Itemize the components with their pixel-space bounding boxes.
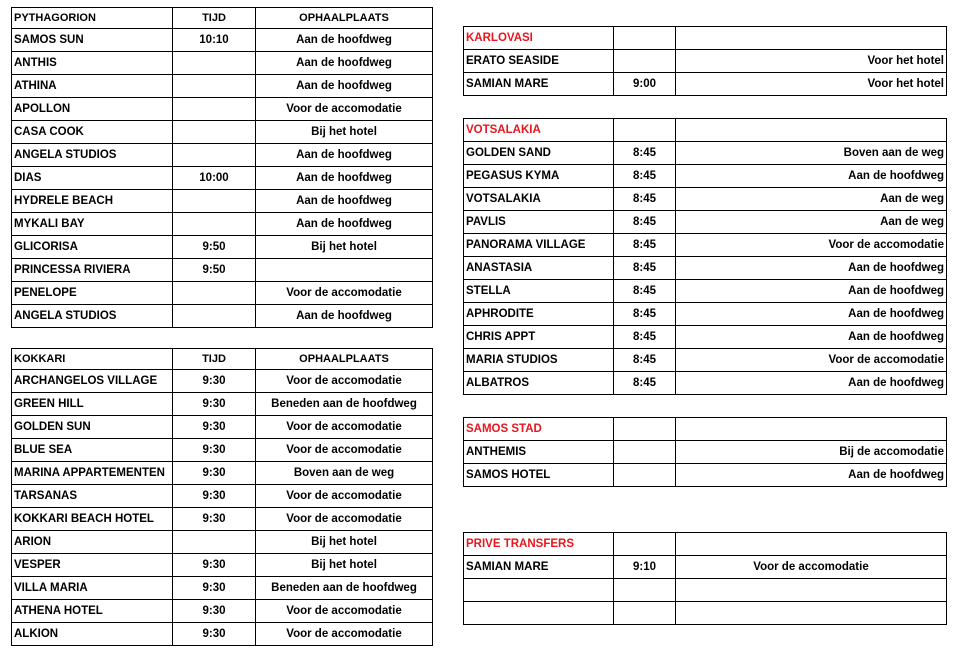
pickup-place-cell: Boven aan de weg [676,142,947,165]
votsalakia-body [464,142,947,395]
pickup-place-cell: Voor het hotel [676,50,947,73]
time-cell: 9:30 [173,577,256,600]
hotel-name-cell: PENELOPE [12,282,173,305]
kokkari-body [12,370,433,646]
table-header-row [12,8,433,29]
table-row [464,326,947,349]
table-row [12,52,433,75]
table-row [12,554,433,577]
table-row [464,579,947,602]
table-row [12,485,433,508]
pickup-place-cell: Aan de hoofdweg [256,29,433,52]
time-cell: 8:45 [614,280,676,303]
hotel-name-cell: SAMIAN MARE [464,73,614,96]
pickup-place-cell: Voor de accomodatie [256,600,433,623]
time-cell: 8:45 [614,257,676,280]
pickup-place-cell: Bij het hotel [256,236,433,259]
time-cell: 9:30 [173,393,256,416]
table-row [12,577,433,600]
karlovasi-body [464,50,947,96]
pickup-place-cell [256,259,433,282]
pickup-place-cell: Aan de hoofdweg [676,280,947,303]
pickup-place-cell: Beneden aan de hoofdweg [256,393,433,416]
pickup-place-cell: Voor de accomodatie [256,439,433,462]
time-cell: 9:00 [614,73,676,96]
table-row [12,144,433,167]
pickup-place-cell: Aan de weg [676,188,947,211]
table-header-row [464,418,947,441]
table-row [12,75,433,98]
pickup-header: OPHAALPLAATS [256,349,433,370]
time-cell [173,121,256,144]
hotel-name-cell: GREEN HILL [12,393,173,416]
pickup-place-cell: Aan de hoofdweg [676,372,947,395]
hotel-name-cell: ATHINA [12,75,173,98]
pickup-place-cell [676,602,947,625]
hotel-name-cell: ANGELA STUDIOS [12,144,173,167]
prive-transfers-body [464,556,947,625]
time-cell: 10:00 [173,167,256,190]
time-cell: 9:30 [173,508,256,531]
time-cell [173,282,256,305]
kokkari-table [11,348,433,646]
time-cell: 9:30 [173,462,256,485]
time-cell: 8:45 [614,234,676,257]
votsalakia-table [463,118,947,395]
table-row [464,372,947,395]
region-header: SAMOS STAD [464,418,614,441]
time-cell: 9:30 [173,416,256,439]
region-header: PYTHAGORION [12,8,173,29]
table-row [464,464,947,487]
pickup-place-cell: Bij het hotel [256,554,433,577]
time-cell: 9:30 [173,623,256,646]
table-row [12,393,433,416]
time-cell [173,144,256,167]
hotel-name-cell: STELLA [464,280,614,303]
pythagorion-body [12,29,433,328]
table-row [464,188,947,211]
hotel-name-cell: ARION [12,531,173,554]
pickup-place-cell: Voor de accomodatie [256,98,433,121]
time-cell: 9:50 [173,259,256,282]
pickup-place-cell: Aan de weg [676,211,947,234]
time-cell: 8:45 [614,211,676,234]
table-row [12,213,433,236]
table-row [12,370,433,393]
pickup-place-cell: Bij het hotel [256,121,433,144]
pickup-place-cell: Aan de hoofdweg [676,165,947,188]
table-row [464,303,947,326]
table-row [464,165,947,188]
table-row [12,623,433,646]
hotel-name-cell: ANGELA STUDIOS [12,305,173,328]
time-cell: 9:50 [173,236,256,259]
karlovasi-table [463,26,947,96]
time-cell: 9:30 [173,554,256,577]
hotel-name-cell: APOLLON [12,98,173,121]
pickup-place-cell: Voor de accomodatie [676,556,947,579]
time-cell [173,305,256,328]
region-header: PRIVE TRANSFERS [464,533,614,556]
table-row [464,142,947,165]
pickup-place-cell: Voor de accomodatie [256,282,433,305]
time-cell [614,50,676,73]
hotel-name-cell: PRINCESSA RIVIERA [12,259,173,282]
table-row [464,234,947,257]
hotel-name-cell: DIAS [12,167,173,190]
pickup-place-cell: Aan de hoofdweg [256,190,433,213]
hotel-name-cell: SAMOS HOTEL [464,464,614,487]
table-row [12,121,433,144]
hotel-name-cell: GLICORISA [12,236,173,259]
pickup-place-cell: Aan de hoofdweg [676,464,947,487]
time-cell: 10:10 [173,29,256,52]
time-cell [173,531,256,554]
time-cell: 8:45 [614,303,676,326]
hotel-name-cell: PEGASUS KYMA [464,165,614,188]
samos-stad-table [463,417,947,487]
hotel-name-cell: SAMOS SUN [12,29,173,52]
time-cell: 8:45 [614,326,676,349]
hotel-name-cell: ALBATROS [464,372,614,395]
time-cell: 9:30 [173,485,256,508]
hotel-name-cell: MYKALI BAY [12,213,173,236]
hotel-name-cell: PANORAMA VILLAGE [464,234,614,257]
table-header-row [464,119,947,142]
table-row [12,416,433,439]
region-header: KOKKARI [12,349,173,370]
table-row [12,259,433,282]
region-header: VOTSALAKIA [464,119,614,142]
hotel-name-cell: CHRIS APPT [464,326,614,349]
time-cell: 9:30 [173,370,256,393]
pickup-place-cell: Aan de hoofdweg [256,52,433,75]
pickup-place-cell: Aan de hoofdweg [256,167,433,190]
table-row [12,236,433,259]
pickup-place-cell: Aan de hoofdweg [676,326,947,349]
hotel-name-cell [464,602,614,625]
time-cell [614,441,676,464]
pickup-place-cell: Voor de accomodatie [676,349,947,372]
hotel-name-cell: ALKION [12,623,173,646]
hotel-name-cell: ATHENA HOTEL [12,600,173,623]
hotel-name-cell: BLUE SEA [12,439,173,462]
pickup-place-cell: Aan de hoofdweg [676,303,947,326]
pickup-place-cell: Voor de accomodatie [256,508,433,531]
table-row [464,73,947,96]
table-row [464,50,947,73]
table-row [12,29,433,52]
table-row [12,439,433,462]
table-header-row [464,533,947,556]
hotel-name-cell: TARSANAS [12,485,173,508]
hotel-name-cell: ANASTASIA [464,257,614,280]
pickup-place-cell: Voor de accomodatie [256,485,433,508]
prive-transfers-table [463,532,947,625]
table-row [12,167,433,190]
time-cell [173,213,256,236]
hotel-name-cell: MARINA APPARTEMENTEN [12,462,173,485]
table-row [464,211,947,234]
time-cell [173,52,256,75]
hotel-name-cell: VOTSALAKIA [464,188,614,211]
hotel-name-cell: VILLA MARIA [12,577,173,600]
pickup-place-cell: Voor het hotel [676,73,947,96]
pickup-place-cell: Bij het hotel [256,531,433,554]
hotel-name-cell: ANTHIS [12,52,173,75]
table-row [464,441,947,464]
time-cell: 8:45 [614,188,676,211]
time-cell [614,579,676,602]
time-cell [173,190,256,213]
hotel-name-cell: GOLDEN SUN [12,416,173,439]
table-row [464,556,947,579]
table-header-row [12,349,433,370]
time-header: TIJD [173,8,256,29]
hotel-name-cell: ARCHANGELOS VILLAGE [12,370,173,393]
pickup-place-cell: Aan de hoofdweg [676,257,947,280]
time-cell: 9:30 [173,600,256,623]
hotel-name-cell: MARIA STUDIOS [464,349,614,372]
pickup-place-cell: Voor de accomodatie [676,234,947,257]
pickup-place-cell: Aan de hoofdweg [256,144,433,167]
time-cell: 9:30 [173,439,256,462]
table-row [12,190,433,213]
pickup-place-cell: Aan de hoofdweg [256,75,433,98]
pickup-place-cell: Voor de accomodatie [256,623,433,646]
pickup-place-cell: Aan de hoofdweg [256,213,433,236]
pythagorion-table [11,7,433,328]
pickup-place-cell: Voor de accomodatie [256,416,433,439]
table-row [12,600,433,623]
table-header-row [464,27,947,50]
time-cell: 8:45 [614,372,676,395]
hotel-name-cell: CASA COOK [12,121,173,144]
pickup-header: OPHAALPLAATS [256,8,433,29]
pickup-place-cell: Bij de accomodatie [676,441,947,464]
table-row [12,462,433,485]
time-cell [614,464,676,487]
time-cell [614,602,676,625]
hotel-name-cell: SAMIAN MARE [464,556,614,579]
hotel-name-cell [464,579,614,602]
table-row [12,305,433,328]
region-header: KARLOVASI [464,27,614,50]
hotel-name-cell: HYDRELE BEACH [12,190,173,213]
table-row [12,531,433,554]
hotel-name-cell: VESPER [12,554,173,577]
table-row [464,349,947,372]
time-header: TIJD [173,349,256,370]
table-row [464,602,947,625]
time-cell: 8:45 [614,349,676,372]
table-row [464,257,947,280]
pickup-place-cell: Voor de accomodatie [256,370,433,393]
hotel-name-cell: GOLDEN SAND [464,142,614,165]
table-row [12,508,433,531]
hotel-name-cell: ERATO SEASIDE [464,50,614,73]
pickup-place-cell: Aan de hoofdweg [256,305,433,328]
table-row [464,280,947,303]
pickup-place-cell: Boven aan de weg [256,462,433,485]
time-cell: 9:10 [614,556,676,579]
hotel-name-cell: APHRODITE [464,303,614,326]
time-cell: 8:45 [614,165,676,188]
pickup-place-cell [676,579,947,602]
time-cell [173,75,256,98]
hotel-name-cell: PAVLIS [464,211,614,234]
time-cell: 8:45 [614,142,676,165]
pickup-place-cell: Beneden aan de hoofdweg [256,577,433,600]
table-row [12,98,433,121]
table-row [12,282,433,305]
hotel-name-cell: KOKKARI BEACH HOTEL [12,508,173,531]
samos-stad-body [464,441,947,487]
time-cell [173,98,256,121]
hotel-name-cell: ANTHEMIS [464,441,614,464]
